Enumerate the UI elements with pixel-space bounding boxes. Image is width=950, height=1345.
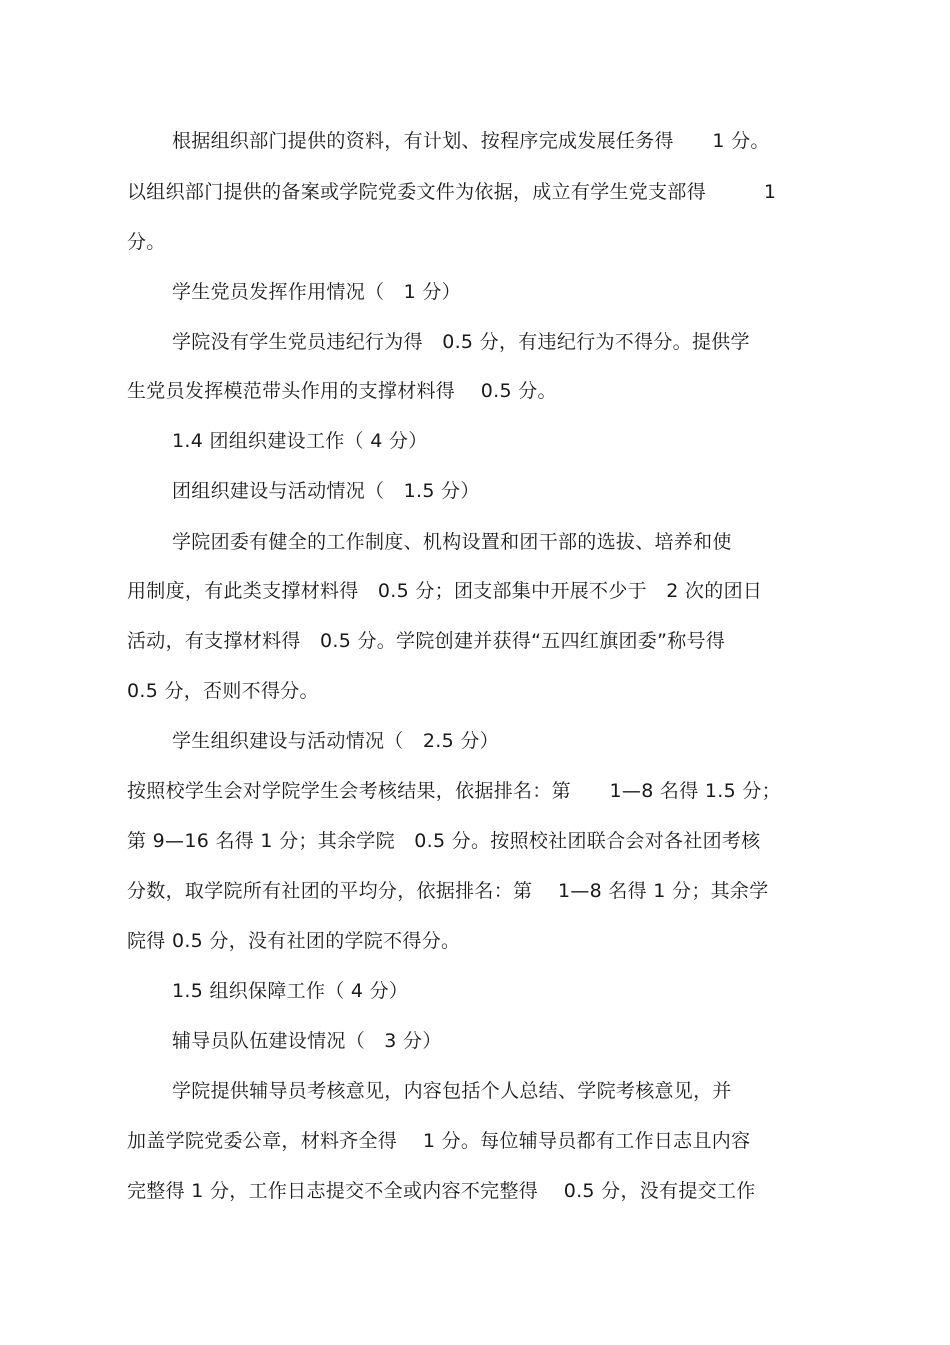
paragraph-line: 院得 0.5 分，没有社团的学院不得分。 xyxy=(127,930,461,952)
paragraph-line: 学院没有学生党员违纪行为得 0.5 分，有违纪行为不得分。提供学 xyxy=(172,331,750,353)
section-heading: 团组织建设与活动情况（ 1.5 分） xyxy=(172,480,480,502)
paragraph-line: 加盖学院党委公章，材料齐全得 1 分。每位辅导员都有工作日志且内容 xyxy=(127,1130,751,1152)
paragraph-line: 学院团委有健全的工作制度、机构设置和团干部的选拔、培养和使 xyxy=(172,531,732,553)
paragraph-line: 第 9—16 名得 1 分；其余学院 0.5 分。按照校社团联合会对各社团考核 xyxy=(127,830,761,852)
paragraph-line: 根据组织部门提供的资料，有计划、按程序完成发展任务得 1 分。 xyxy=(172,130,770,152)
paragraph-line: 用制度，有此类支撑材料得 0.5 分；团支部集中开展不少于 2 次的团日 xyxy=(127,580,763,602)
paragraph-line: 按照校学生会对学院学生会考核结果，依据排名：第 1—8 名得 1.5 分； xyxy=(127,780,781,802)
paragraph-line: 学院提供辅导员考核意见，内容包括个人总结、学院考核意见，并 xyxy=(172,1080,732,1102)
paragraph-line: 生党员发挥模范带头作用的支撑材料得 0.5 分。 xyxy=(127,380,557,402)
paragraph-line: 完整得 1 分，工作日志提交不全或内容不完整得 0.5 分，没有提交工作 xyxy=(127,1180,756,1202)
section-heading: 学生组织建设与活动情况（ 2.5 分） xyxy=(172,730,499,752)
paragraph-line: 活动，有支撑材料得 0.5 分。学院创建并获得“五四红旗团委”称号得 xyxy=(127,630,726,652)
paragraph-line: 以组织部门提供的备案或学院党委文件为依据，成立有学生党支部得 1 xyxy=(127,181,777,203)
section-heading: 学生党员发挥作用情况（ 1 分） xyxy=(172,281,461,303)
paragraph-line: 0.5 分，否则不得分。 xyxy=(127,680,319,702)
paragraph-line: 分。 xyxy=(127,231,166,253)
section-heading: 辅导员队伍建设情况（ 3 分） xyxy=(172,1030,442,1052)
section-heading: 1.4 团组织建设工作（ 4 分） xyxy=(172,430,428,452)
paragraph-line: 分数，取学院所有社团的平均分，依据排名：第 1—8 名得 1 分；其余学 xyxy=(127,880,769,902)
section-heading: 1.5 组织保障工作（ 4 分） xyxy=(172,980,409,1002)
